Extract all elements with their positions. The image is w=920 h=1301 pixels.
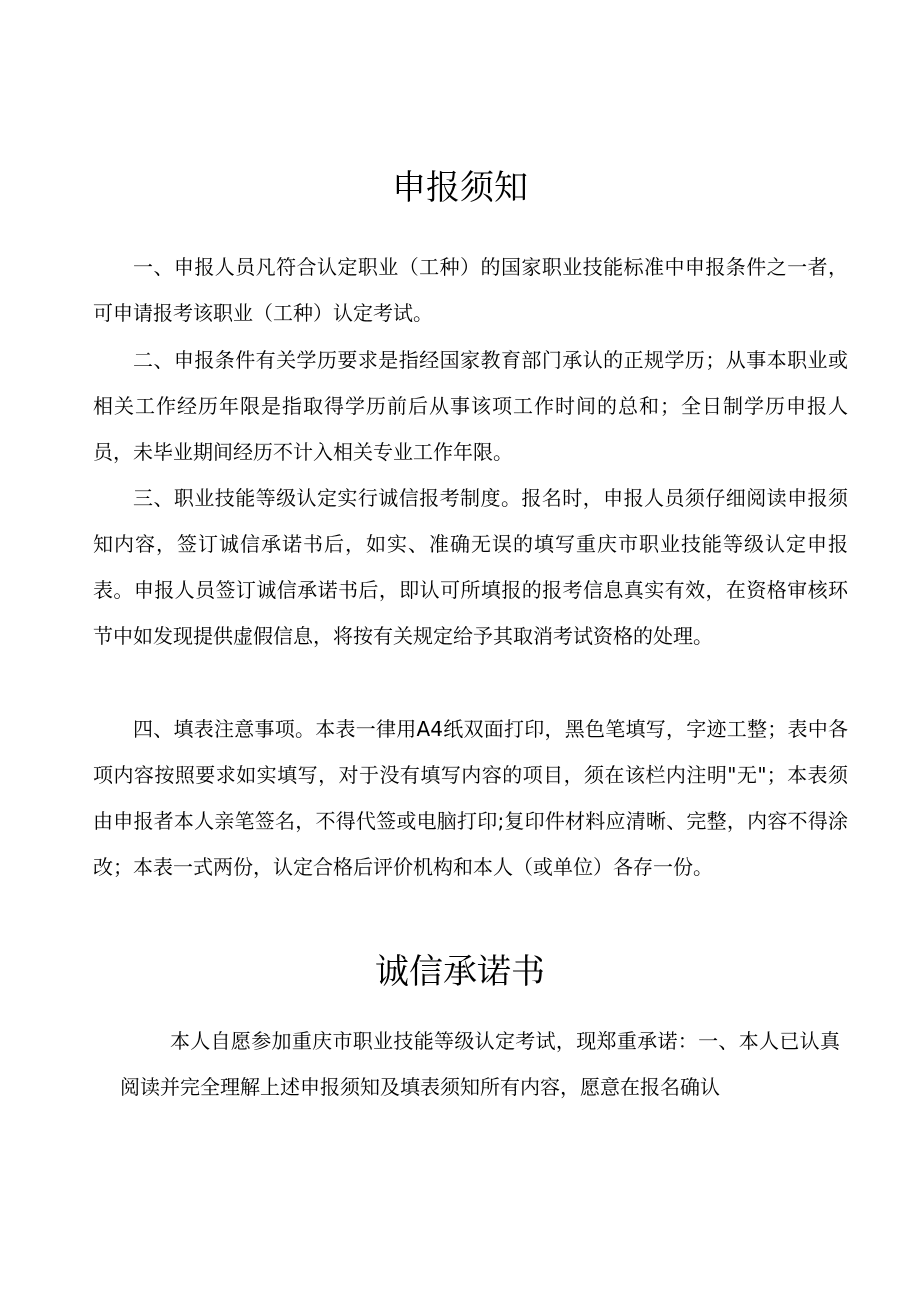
- notice-paragraph-4: 四、填表注意事项。本表一律用A4纸双面打印，黑色笔填写，字迹工整；表中各项内容按照要求如实填写，对于没有填写内容的项目，须在该栏内注明"无"；本表须由申报者本人亲笔签名，不得代签或电脑打印;复印件材料应清晰、完整，内容不得涂改；本表一式两份，认定合格后评价机构和本人（或单位）各存一份。: [93, 717, 848, 879]
- pledge-paragraph: 本人自愿参加重庆市职业技能等级认定考试，现郑重承诺：一、本人已认真阅读并完全理解上述申报须知及填表须知所有内容，愿意在报名确认: [120, 1029, 840, 1099]
- notice-title: 申报须知: [392, 168, 528, 208]
- pledge-title: 诚信承诺书: [375, 952, 545, 992]
- notice-paragraph-1: 一、申报人员凡符合认定职业（工种）的国家职业技能标准中申报条件之一者，可申请报考该职业（工种）认定考试。: [93, 255, 848, 325]
- notice-paragraph-2: 二、申报条件有关学历要求是指经国家教育部门承认的正规学历；从事本职业或相关工作经历年限是指取得学历前后从事该项工作时间的总和；全日制学历申报人员，未毕业期间经历不计入相关专业工作年限。: [93, 348, 848, 464]
- notice-paragraph-3: 三、职业技能等级认定实行诚信报考制度。报名时，申报人员须仔细阅读申报须知内容，签订诚信承诺书后，如实、准确无误的填写重庆市职业技能等级认定申报表。申报人员签订诚信承诺书后，即认可所填报的报考信息真实有效，在资格审核环节中如发现提供虚假信息，将按有关规定给予其取消考试资格的处理。: [93, 486, 848, 648]
